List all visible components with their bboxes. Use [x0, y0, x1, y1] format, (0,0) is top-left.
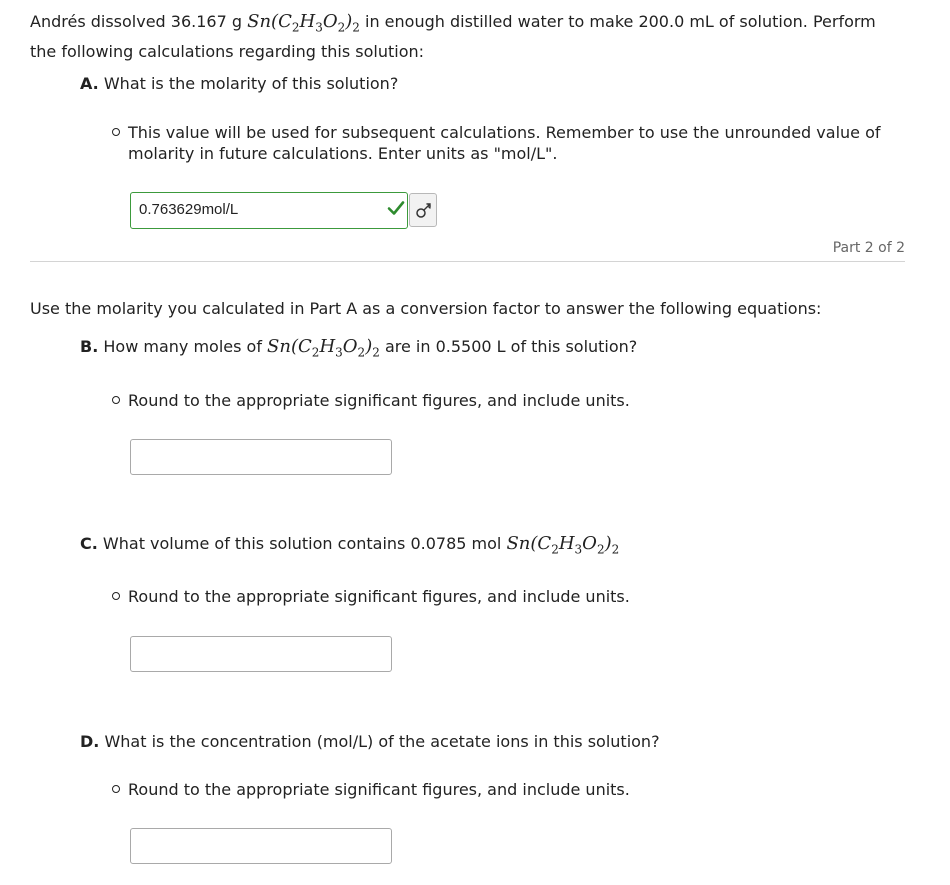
hint-a [112, 122, 881, 164]
question-d [80, 731, 660, 753]
bullet-icon [112, 785, 120, 793]
formula-intro: $Sn(C_2H_3O_2)_2$ [247, 11, 360, 35]
question-b-text-start: How many moles of [103, 337, 268, 356]
answer-c-input[interactable] [130, 636, 392, 672]
hint-d-text: Round to the appropriate significant figures, and include units. [128, 780, 630, 799]
answer-a-value: 0.763629mol/L [139, 201, 239, 218]
hint-c-text: Round to the appropriate significant figures, and include units. [128, 587, 630, 606]
question-c-label: C. [80, 534, 98, 553]
answer-b-input[interactable] [130, 439, 392, 475]
intro-text-line2: the following calculations regarding this solution: [30, 41, 425, 61]
answer-d-input[interactable] [130, 828, 392, 864]
intro-text-start: Andrés dissolved 36.167 g [30, 12, 248, 31]
question-a-text: What is the molarity of this solution? [103, 74, 399, 93]
hint-a-line1: This value will be used for subsequent calculations. Remember to use the unrounded value of [128, 123, 881, 142]
hint-c [112, 586, 630, 607]
key-icon [414, 201, 434, 221]
formula-c: $Sn(C_2H_3O_2)_2$ [506, 533, 620, 557]
intro-text-end: in enough distilled water to make 200.0 mL of solution. Perform [359, 12, 876, 31]
question-c-text: What volume of this solution contains 0.0785 mol [102, 534, 507, 553]
hint-b [112, 390, 630, 411]
question-a-label: A. [80, 74, 99, 93]
problem-intro [30, 10, 920, 64]
question-b-text-end: are in 0.5500 L of this solution? [379, 337, 638, 356]
question-b-label: B. [80, 337, 99, 356]
formula-b: $Sn(C_2H_3O_2)_2$ [267, 336, 380, 360]
question-c [80, 533, 619, 561]
hint-a-line2: molarity in future calculations. Enter units as "mol/L". [128, 144, 558, 163]
hint-b-text: Round to the appropriate significant figures, and include units. [128, 391, 630, 410]
answer-a-input[interactable] [130, 192, 408, 229]
question-d-label: D. [80, 732, 100, 751]
bullet-icon [112, 592, 120, 600]
bullet-icon [112, 396, 120, 404]
answer-key-button[interactable] [409, 193, 437, 227]
hint-d [112, 779, 630, 800]
question-d-text: What is the concentration (mol/L) of the acetate ions in this solution? [104, 732, 660, 751]
bullet-icon [112, 128, 120, 136]
question-b [80, 336, 637, 364]
question-a [80, 73, 398, 95]
instructions: Use the molarity you calculated in Part A as a conversion factor to answer the following equations: [30, 299, 822, 318]
check-icon [387, 199, 405, 217]
part-indicator: Part 2 of 2 [832, 240, 905, 256]
section-divider [30, 261, 905, 262]
